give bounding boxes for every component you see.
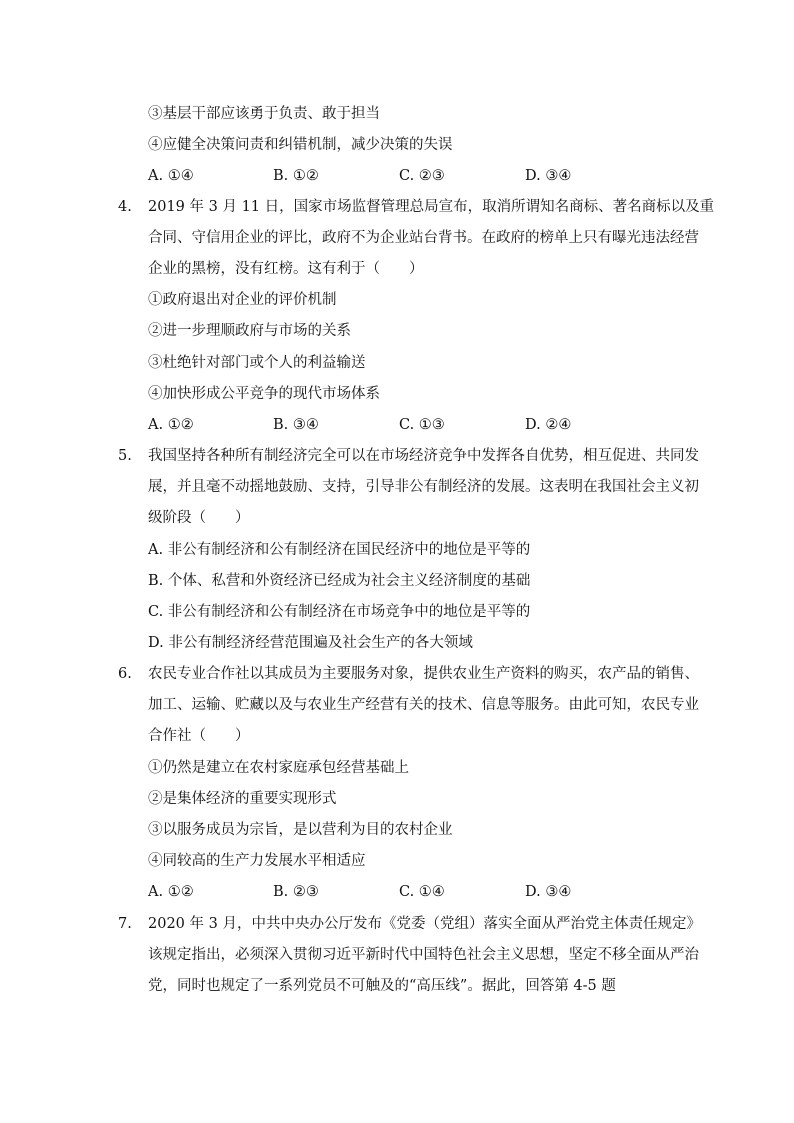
q4-stem-line: 企业的黑榜，没有红榜。这有利于（ ） (148, 261, 424, 277)
q7-number: 7. (118, 916, 132, 932)
q6-item-2: ②是集体经济的重要实现形式 (148, 791, 337, 807)
q6-stem-line: 加工、运输、贮藏以及与农业生产经营有关的技术、信息等服务。由此可知，农民专业 (148, 697, 699, 713)
q4-option-d[interactable]: D. ②④ (525, 417, 572, 433)
q3-option-c[interactable]: C. ②③ (399, 168, 445, 184)
q7-stem-line: 该规定指出，必须深入贯彻习近平新时代中国特色社会主义思想，坚定不移全面从严治 (148, 947, 699, 963)
q4-item-4: ④加快形成公平竞争的现代市场体系 (148, 386, 380, 402)
q4-item-3: ③杜绝针对部门或个人的利益输送 (148, 355, 366, 371)
q6-item-1: ①仍然是建立在农村家庭承包经营基础上 (148, 760, 409, 776)
q4-number: 4. (118, 199, 132, 215)
q4-option-a[interactable]: A. ①② (148, 417, 194, 433)
q5-choice-c[interactable]: C. 非公有制经济和公有制经济在市场竞争中的地位是平等的 (148, 604, 531, 620)
q6-option-d[interactable]: D. ③④ (525, 884, 572, 900)
q3-option-b[interactable]: B. ①② (273, 168, 319, 184)
q5-stem-line: 我国坚持各种所有制经济完全可以在市场经济竞争中发挥各自优势，相互促进、共同发 (148, 448, 699, 464)
q4-stem-line: 2019 年 3 月 11 日，国家市场监督管理总局宣布，取消所谓知名商标、著名商标以及重 (148, 199, 715, 215)
q5-stem-line: 展，并且毫不动摇地鼓励、支持，引导非公有制经济的发展。这表明在我国社会主义初 (148, 479, 699, 495)
q4-options (148, 415, 708, 435)
q6-option-b[interactable]: B. ②③ (273, 884, 319, 900)
q4-item-2: ②进一步理顺政府与市场的关系 (148, 323, 351, 339)
q4-option-c[interactable]: C. ①③ (399, 417, 445, 433)
q3-option-a[interactable]: A. ①④ (148, 168, 194, 184)
q6-option-a[interactable]: A. ①② (148, 884, 194, 900)
q7-stem-line: 党，同时也规定了一系列党员不可触及的“高压线”。据此，回答第 4-5 题 (148, 978, 616, 994)
q4-option-b[interactable]: B. ③④ (273, 417, 319, 433)
q3-options (148, 166, 708, 186)
q3-item-3: ③基层干部应该勇于负责、敢于担当 (148, 106, 380, 122)
q6-option-c[interactable]: C. ①④ (399, 884, 445, 900)
q6-item-3: ③以服务成员为宗旨，是以营利为目的农村企业 (148, 822, 453, 838)
q3-option-d[interactable]: D. ③④ (525, 168, 572, 184)
q3-item-4: ④应健全决策问责和纠错机制，减少决策的失误 (148, 137, 453, 153)
q6-stem-line: 合作社（ ） (148, 728, 250, 744)
q6-options (148, 882, 708, 902)
q4-stem-line: 合同、守信用企业的评比，政府不为企业站台背书。在政府的榜单上只有曝光违法经营 (148, 230, 699, 246)
q5-choice-a[interactable]: A. 非公有制经济和公有制经济在国民经济中的地位是平等的 (148, 542, 531, 558)
q6-number: 6. (118, 666, 132, 682)
q6-stem-line: 农民专业合作社以其成员为主要服务对象，提供农业生产资料的购买，农产品的销售、 (148, 666, 699, 682)
q5-choice-b[interactable]: B. 个体、私营和外资经济已经成为社会主义经济制度的基础 (148, 573, 531, 589)
q6-item-4: ④同较高的生产力发展水平相适应 (148, 853, 366, 869)
q5-choice-d[interactable]: D. 非公有制经济经营范围遍及社会生产的各大领域 (148, 635, 473, 651)
q7-stem-line: 2020 年 3 月，中共中央办公厅发布《党委（党组）落实全面从严治党主体责任规定》 (148, 916, 701, 932)
q5-stem-line: 级阶段（ ） (148, 510, 250, 526)
q4-item-1: ①政府退出对企业的评价机制 (148, 292, 337, 308)
q5-number: 5. (118, 448, 132, 464)
